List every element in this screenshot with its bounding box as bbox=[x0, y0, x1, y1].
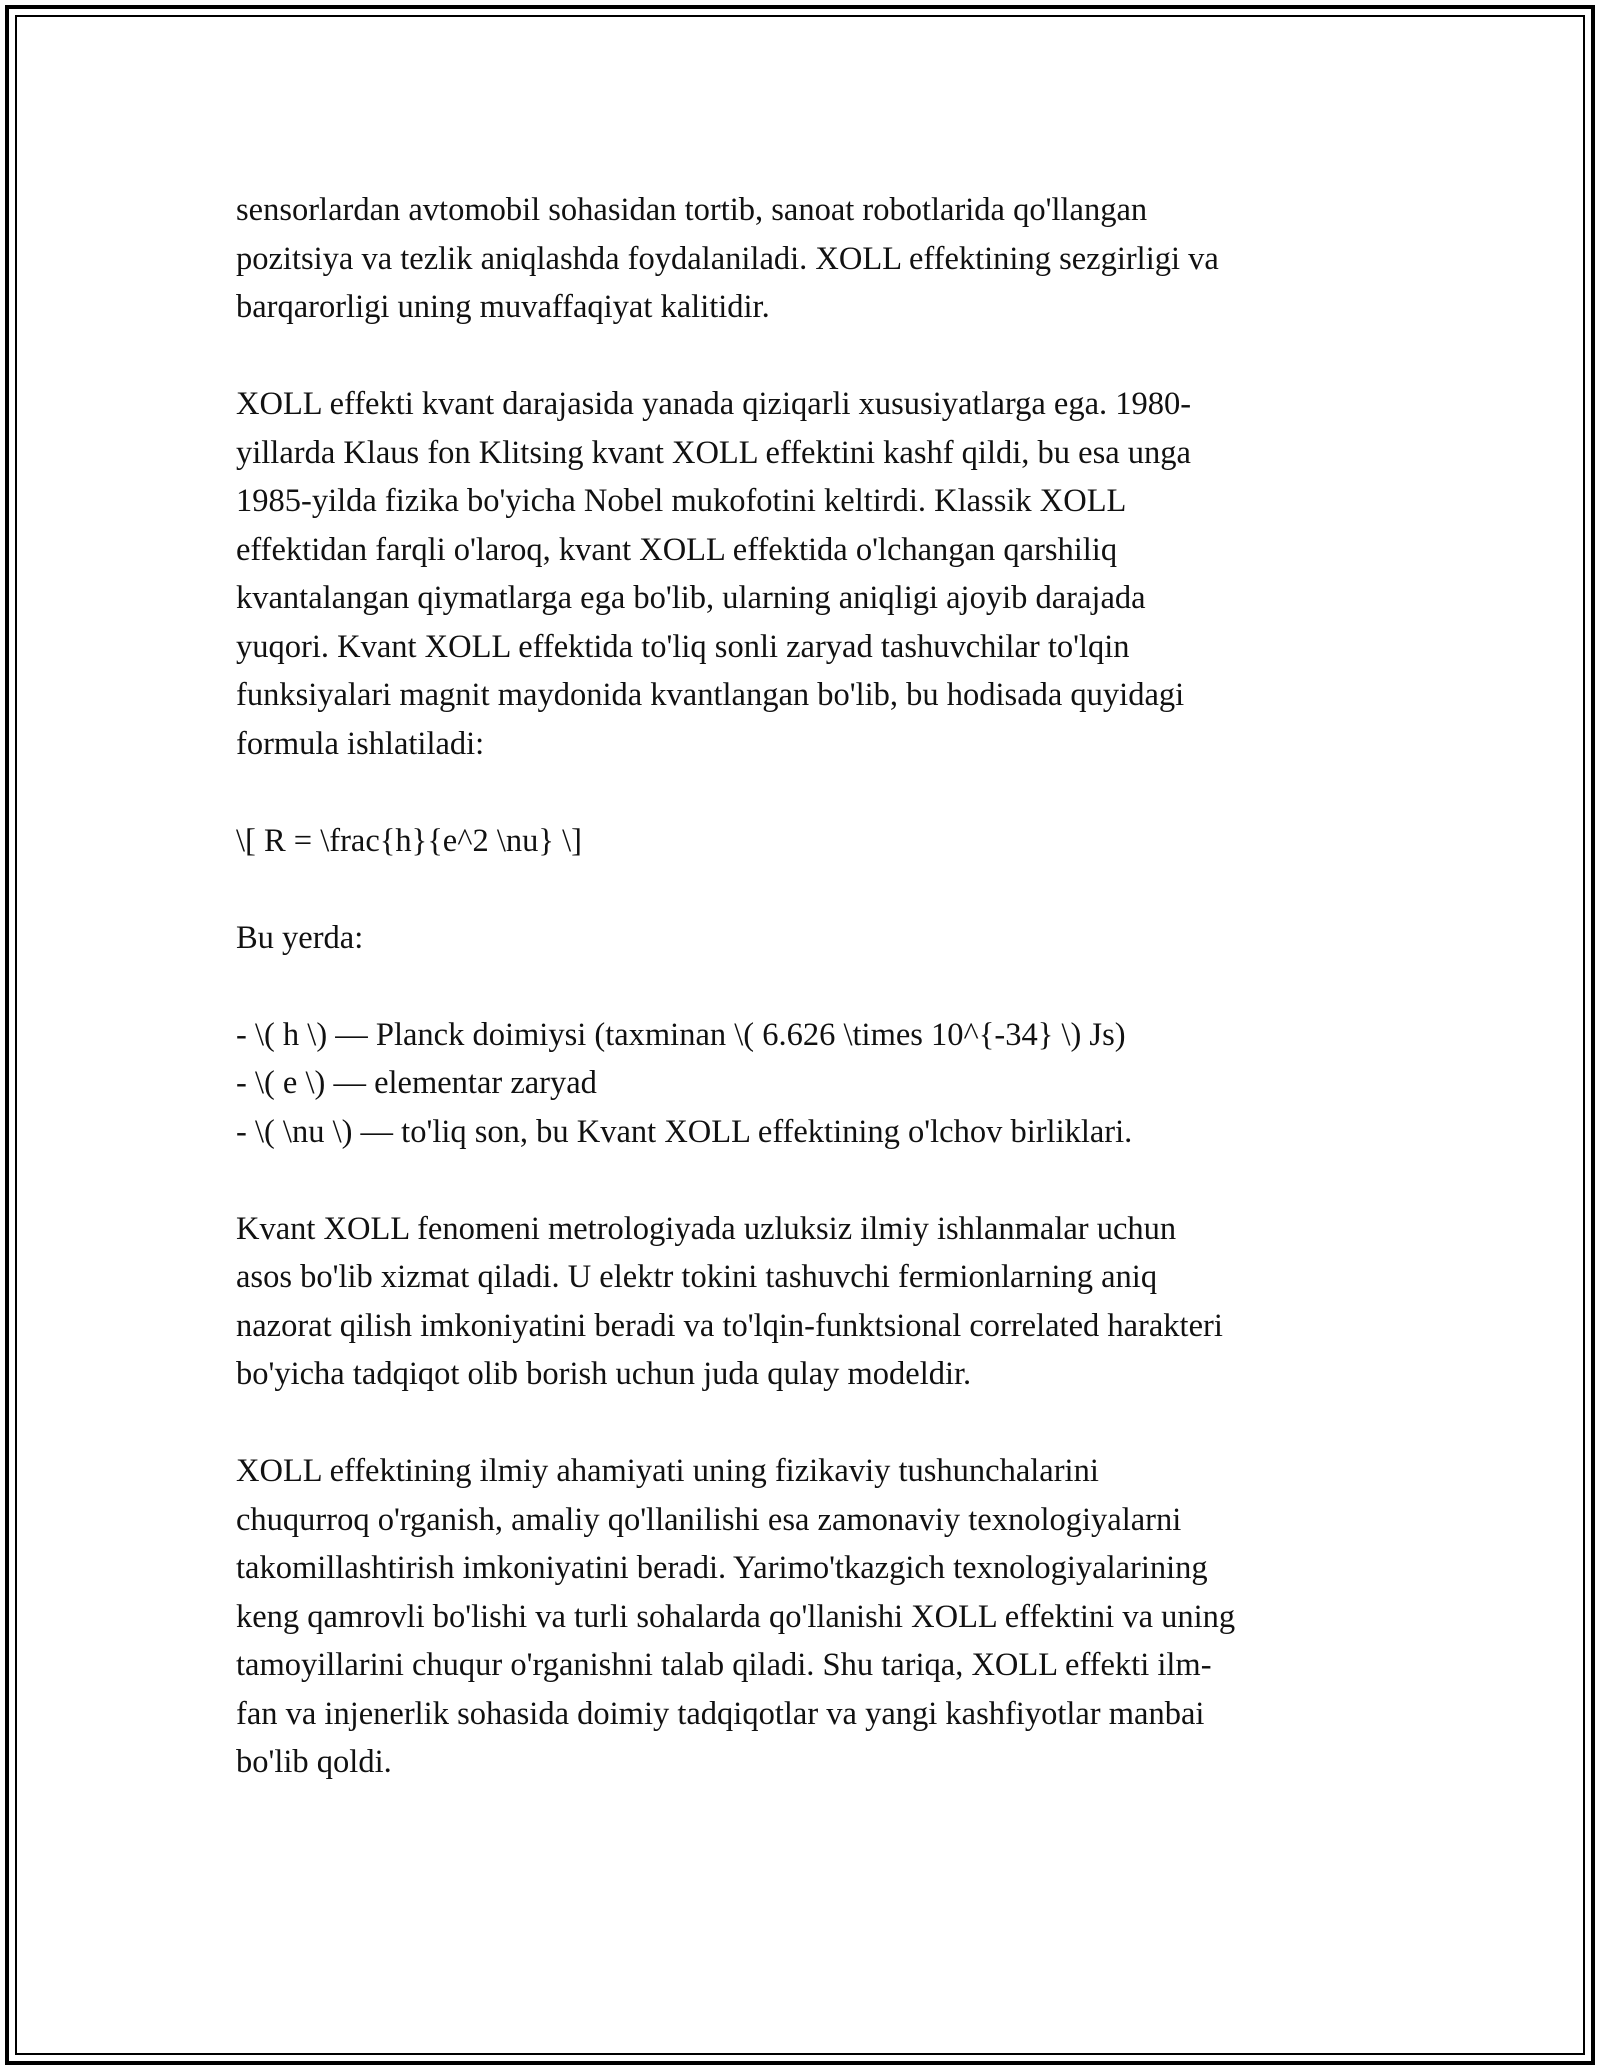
text-line: bo'lib qoldi. bbox=[236, 1744, 392, 1780]
text-line: keng qamrovli bo'lishi va turli sohalarda qo'llanishi XOLL effektini va uning bbox=[236, 1598, 1236, 1635]
text-line: 1985-yilda fizika bo'yicha Nobel mukofotini keltirdi. Klassik XOLL bbox=[236, 483, 1127, 519]
paragraph-metrology bbox=[236, 1205, 1376, 1399]
formula-line: \[ R = \frac{h}{e^2 \nu} \] bbox=[236, 822, 582, 859]
definition-item: - \( e \) — elementar zaryad bbox=[236, 1065, 597, 1101]
paragraph-quantum-hall bbox=[236, 380, 1376, 768]
text-line: funksiyalari magnit maydonida kvantlangan bo'lib, bu hodisada quyidagi bbox=[236, 677, 1185, 713]
paragraph-significance bbox=[236, 1447, 1376, 1787]
text-line: yillarda Klaus fon Klitsing kvant XOLL effektini kashf qildi, bu esa unga bbox=[236, 434, 1191, 471]
text-line: asos bo'lib xizmat qiladi. U elektr tokini tashuvchi fermionlarning aniq bbox=[236, 1259, 1158, 1295]
text-line: nazorat qilish imkoniyatini beradi va to'lqin-funktsional correlated harakteri bbox=[236, 1307, 1223, 1344]
text-line: tamoyillarini chuqur o'rganishni talab qiladi. Shu tariqa, XOLL effekti ilm- bbox=[236, 1647, 1212, 1683]
text-line: bo'yicha tadqiqot olib borish uchun juda qulay modeldir. bbox=[236, 1356, 972, 1392]
text-line: formula ishlatiladi: bbox=[236, 725, 485, 762]
text-line: takomillashtirish imkoniyatini beradi. Yarimo'tkazgich texnologiyalarining bbox=[236, 1550, 1208, 1586]
text-line: Bu yerda: bbox=[236, 919, 364, 956]
paragraph-sensors bbox=[236, 186, 1376, 332]
text-line: XOLL effekti kvant darajasida yanada qiziqarli xususiyatlarga ega. 1980- bbox=[236, 386, 1192, 422]
document-body bbox=[236, 186, 1376, 1835]
text-line: effektidan farqli o'laroq, kvant XOLL effektida o'lchangan qarshiliq bbox=[236, 531, 1118, 568]
definition-list bbox=[236, 1011, 1376, 1157]
formula bbox=[236, 817, 1376, 866]
text-line: barqarorligi uning muvaffaqiyat kalitidir. bbox=[236, 289, 770, 325]
text-line: Kvant XOLL fenomeni metrologiyada uzluksiz ilmiy ishlanmalar uchun bbox=[236, 1210, 1177, 1247]
text-line: yuqori. Kvant XOLL effektida to'liq sonli zaryad tashuvchilar to'lqin bbox=[236, 628, 1130, 665]
definition-item: - \( h \) — Planck doimiysi (taxminan \( 6.626 \times 10^{-34} \) Js) bbox=[236, 1016, 1126, 1053]
text-line: XOLL effektining ilmiy ahamiyati uning fizikaviy tushunchalarini bbox=[236, 1453, 1099, 1489]
paragraph-where bbox=[236, 914, 1376, 963]
text-line: fan va injenerlik sohasida doimiy tadqiqotlar va yangi kashfiyotlar manbai bbox=[236, 1695, 1205, 1732]
text-line: sensorlardan avtomobil sohasidan tortib, sanoat robotlarida qo'llangan bbox=[236, 192, 1148, 228]
text-line: pozitsiya va tezlik aniqlashda foydalaniladi. XOLL effektining sezgirligi va bbox=[236, 240, 1219, 277]
definition-item: - \( \nu \) — to'liq son, bu Kvant XOLL effektining o'lchov birliklari. bbox=[236, 1113, 1133, 1150]
text-line: kvantalangan qiymatlarga ega bo'lib, ularning aniqligi ajoyib darajada bbox=[236, 580, 1146, 616]
text-line: chuqurroq o'rganish, amaliy qo'llanilishi esa zamonaviy texnologiyalarni bbox=[236, 1501, 1182, 1538]
